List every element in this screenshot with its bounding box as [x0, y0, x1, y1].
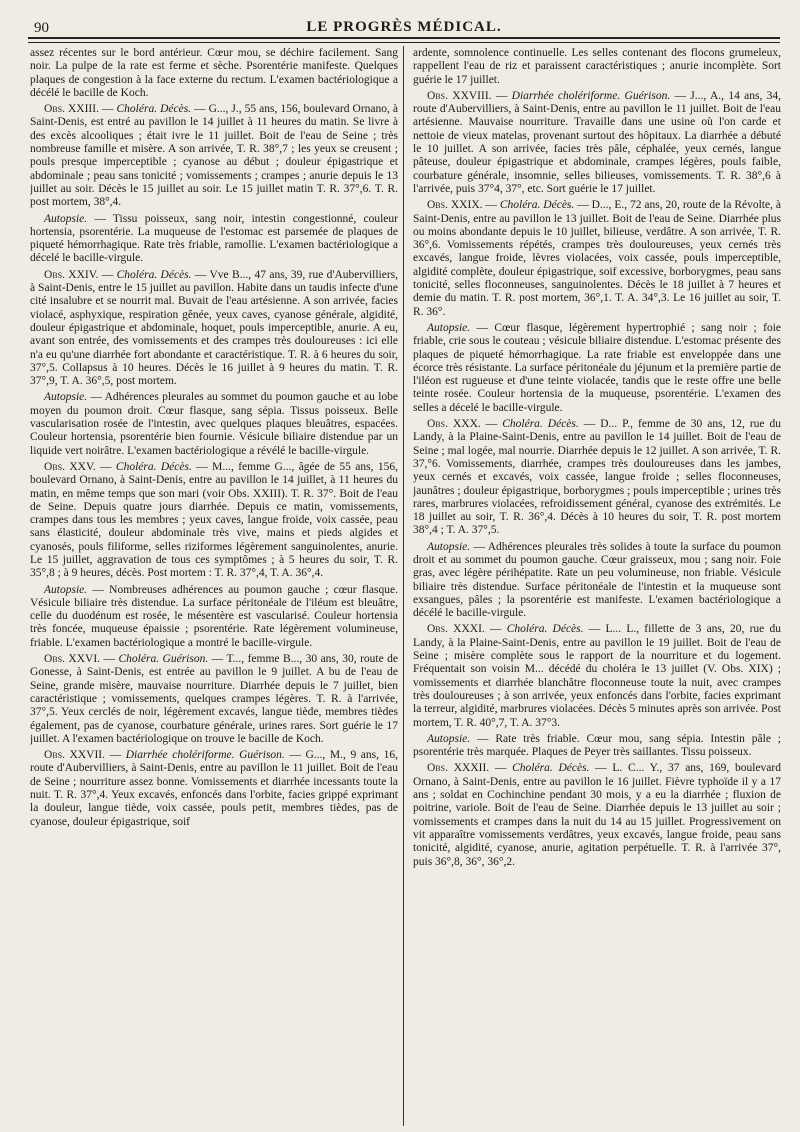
paragraph: [30, 47, 398, 100]
paragraph-text: — Nombreuses adhérences au poumon gauche ; cœur flasque. Vésicule biliaire très distendue. La surface péritonéale de l'iléum est bleuâtre, celle du duodénum est rosée, le mésentère est vascularisé. Couleur hortensia très foncée, muqueuse épaissie ; psorentérie. Rate légèrement volumineuse, friable. L'examen bactériologique a montré le bacille-virgule.: [30, 583, 398, 649]
page-number: 90: [34, 20, 49, 36]
paragraph: Obs. XXV. — Choléra. Décès. — M..., femme G..., âgée de 55 ans, 156, boulevard Ornano, à Saint-Denis, entre au pavillon le 14 juillet, à 11 heures du matin, en même temps que son mari (voir Obs. XXIII). T. R. 37°. Boit de l'eau de Seine. Depuis quatre jours diarrhée. Depuis ce matin, vomissements, crampes dans tous les membres ; yeux caves, langue froide, voix cassée, peau sans élasticité, douleur abdominale très vive, mains et pieds algides et cyanosés, pouls filiforme, selles riziformes légèrement sanguinolentes, anurie. Le 15 juillet, aggravation de tous ces symptômes ; à 5 heures du soir, T. R. 35°,8 ; à 9 heures, décès. Post mortem : T. R. 37°,4, T. A. 36°,4.: [30, 460, 398, 580]
paragraph: [413, 322, 781, 415]
paragraph: Obs. XXVII. — Diarrhée cholériforme. Guérison. — G..., M., 9 ans, 16, route d'Aubervilliers, à Saint-Denis, entre au pavillon le 11 juillet. Boit de l'eau de Seine ; nourriture assez bonne. Vomissements et diarrhée incessants toute la nuit. T. R. 37°,4. Yeux excavés, enfoncés dans l'orbite, facies grippé exprimant la douleur, langue tiède, voix cassée, pouls petit, membres tièdes, pas de cyanose, douleur épigastrique, soif: [30, 749, 398, 828]
paragraph: [30, 213, 398, 266]
observation-title: Choléra. Décès.: [512, 762, 590, 775]
paragraph: Obs. XXIV. — Choléra. Décès. — Vve B..., 47 ans, 39, rue d'Aubervilliers, à Saint-Denis, entre le 15 juillet au pavillon. Habite dans un taudis infecte d'une cité insalubre et se nourrit mal. Buvait de l'eau artésienne. A son arrivée, facies violacé, asphyxique, respiration gênée, yeux caves, cyanose générale, algidité, douleur épigastrique et abdominale, hoquet, pouls imperceptible, anurie. A eu, avant son entrée, des vomissements et des crampes très douloureuses : ici elle n'a eu qu'une diarrhée fort abondante et caractéristique. T. R. à 6 heures du soir, 37°,5. Collapsus à 10 heures. Décès le 16 juillet à 9 heures du matin. T. R. 37°,9, T. A. 36°,5, post mortem.: [30, 268, 398, 388]
paragraph-text: — D... P., femme de 30 ans, 12, rue du Landy, à la Plaine-Saint-Denis, entre au pavillon le 14 juillet. Boit de l'eau de Seine ; mal logée, mal nourrie. Diarrhée depuis le 12 juillet. A son arrivée, T. R. 37,°6. Vomissements, diarrhée, crampes très douloureuses dans les jambes, yeux cernés et excavés, voix cassée, langue froide ; selles floconneuses, jaunâtres ; douleur épigastrique, borborygmes ; pouls imperceptible ; urines très rares, marbrures violacées, refroidissement général, cyanose des extrémités. Le 18 juillet au soir, T. R. 36°,4. Décès à 10 heures du soir, T. R. post mortem 38°,4 ; T. A. 37°,5.: [413, 418, 781, 537]
observation-label: Obs. XXXI.: [427, 623, 485, 636]
observation-label: Obs. XXXII.: [427, 762, 490, 775]
paragraph-text: — J..., A., 14 ans, 34, route d'Aubervilliers, à Saint-Denis, entre au pavillon le 11 juillet. Boit de l'eau artésienne. Mauvaise nourriture. Travaille dans une usine où l'on carde et nettoie de vieux matelas, provenant surtout des hôpitaux. La diarrhée a débuté le 10 juillet. A son arrivée, facies très pâle, céphalée, yeux cernés, langue pâteuse, douleur épigastrique et abdominale, crampes légères, pouls faible, courbature générale, insomnie, selles bilieuses, vomissements. T. R. 38°,6 à l'arrivée, puis 37°4, 37°, etc. Sort guérie le 17 juillet.: [413, 89, 781, 195]
observation-title: Autopsie.: [44, 212, 88, 225]
paragraph-text: — G..., M., 9 ans, 16, route d'Aubervilliers, à Saint-Denis, entre au pavillon le 11 juillet. Boit de l'eau de Seine ; nourriture assez bonne. Vomissements et diarrhée incessants toute la nuit. T. R. 37°,4. Yeux excavés, enfoncés dans l'orbite, facies grippé exprimant la douleur, langue tiède, voix cassée, pouls petit, membres tièdes, pas de cyanose, douleur épigastrique, soif: [30, 749, 398, 828]
observation-title: Autopsie.: [427, 732, 471, 745]
paragraph: [413, 733, 781, 760]
observation-label: Obs. XXVIII.: [427, 89, 492, 102]
paragraph-text: — Vve B..., 47 ans, 39, rue d'Aubervilliers, à Saint-Denis, entre le 15 juillet au pavillon. Habite dans un taudis infecte d'une cité insalubre et se nourrit mal. Buvait de l'eau artésienne. A son arrivée, facies violacé, asphyxique, respiration gênée, yeux caves, cyanose générale, algidité, douleur épigastrique et abdominale, hoquet, pouls imperceptible, anurie. A eu, avant son entrée, des vomissements et des crampes très douloureuses : ici elle n'a eu qu'une diarrhée fort abondante et caractéristique. T. R. à 6 heures du soir, 37°,5. Collapsus à 10 heures. Décès le 16 juillet à 9 heures du matin. T. R. 37°,9, T. A. 36°,5, post mortem.: [30, 268, 398, 388]
paragraph-text: assez récentes sur le bord antérieur. Cœur mou, se déchire facilement. Sang noir. La pulpe de la rate est ferme et sèche. Psorentérie manifeste. Quelques plaques de congestion à la face externe du rectum. L'examen bactériologique a décélé le bacille de Koch.: [30, 47, 398, 99]
paragraph-text: — M..., femme G..., âgée de 55 ans, 156, boulevard Ornano, à Saint-Denis, entre au pavillon le 14 juillet, à 11 heures du matin, en même temps que son mari (voir Obs. XXIII). T. R. 37°. Boit de l'eau de Seine. Depuis quatre jours diarrhée. Depuis ce matin, vomissements, crampes dans tous les membres ; yeux caves, langue froide, voix cassée, peau sans élasticité, douleur abdominale très vive, mains et pieds algides et cyanosés, pouls filiforme, selles riziformes légèrement sanguinolentes, anurie. Le 15 juillet, aggravation de tous ces symptômes ; à 5 heures du soir, T. R. 35°,8 ; à 9 heures, décès. Post mortem : T. R. 37°,4, T. A. 36°,4.: [30, 460, 398, 580]
observation-label: Obs. XXX.: [427, 418, 481, 431]
left-column: [30, 47, 398, 1125]
paragraph: Obs. XXVIII. — Diarrhée cholériforme. Guérison. — J..., A., 14 ans, 34, route d'Aubervilliers, à Saint-Denis, entre au pavillon le 11 juillet. Boit de l'eau artésienne. Mauvaise nourriture. Travaille dans une usine où l'on carde et nettoie de vieux matelas, provenant surtout des hôpitaux. La diarrhée a débuté le 10 juillet. A son arrivée, facies très pâle, céphalée, yeux cernés, langue pâteuse, douleur épigastrique et abdominale, crampes légères, pouls faible, courbature générale, insomnie, selles bilieuses, vomissements. T. R. 38°,6 à l'arrivée, puis 37°4, 37°, etc. Sort guérie le 17 juillet.: [413, 89, 781, 195]
paragraph: Obs. XXXI. — Choléra. Décès. — L... L., fillette de 3 ans, 20, rue du Landy, à la Plaine-Saint-Denis, entre au pavillon le 19 juillet. Boit de l'eau de Seine ; misère complète sous le rapport de la nourriture et du logement. Fréquentait son voisin M... décédé du choléra le 13 juillet (V. Obs. XIX) ; vomissements et diarrhée blanchâtre floconneuse toute la nuit, avec crampes très douloureuses ; à son arrivée, yeux enfoncés dans l'orbite, facies exprimant la terreur, algidité, marbrures violacées. Décès 5 minutes après son arrivée. Post mortem, T. R. 40°,7, T. A. 37°3.: [413, 623, 781, 729]
observation-title: Diarrhée cholériforme. Guérison.: [125, 749, 285, 762]
column-separator: [403, 46, 404, 1126]
observation-label: Obs. XXVI.: [44, 653, 101, 666]
observation-title: Choléra. Décès.: [502, 418, 579, 431]
observation-label: Obs. XXIV.: [44, 268, 99, 281]
observation-label: Obs. XXIII.: [44, 103, 99, 116]
journal-title: LE PROGRÈS MÉDICAL.: [306, 19, 502, 35]
paragraph-text: — Tissu poisseux, sang noir, intestin congestionné, couleur hortensia, psorentérie. La muqueuse de l'estomac est parsemée de plaques de piqueté hémorrhagique. Rate très friable, ramollie. L'examen bactériologique a décelé le bacille-virgule.: [30, 212, 398, 265]
paragraph-text: — T..., femme B..., 30 ans, 30, route de Gonesse, à Saint-Denis, est entrée au pavillon le 9 juillet. A bu de l'eau de Seine, grande misère, mauvaise nourriture. Diarrhée depuis le 7 juillet, bien caractéristique ; vomissements, quelques crampes légères. T. R. à l'arrivée, 37°,5. Yeux cerclés de noir, légèrement excavés, langue tiède, membres tièdes également, pas de cyanose, courbature générale, urines rares. Sort guérie le 17 juillet. A l'examen bactériologique on trouve le bacille de Koch.: [30, 653, 398, 745]
observation-label: Obs. XXIX.: [427, 199, 483, 212]
paragraph: Obs. XXIX. — Choléra. Décès. — D..., E., 72 ans, 20, route de la Révolte, à Saint-Denis, entre au pavillon le 13 juillet. Boit de l'eau de Seine. Diarrhée plus ou moins abondante depuis le 10 juillet, bilieuse, verdâtre. A son arrivée, T. R. 36°,6. Vomissements répétés, crampes très douloureuses, yeux cernés très excavés, langue froide, lèvres violacées, voix cassée, pouls imperceptible, algidité complète, douleur épigastrique, soif excessive, borborygmes, peau sans tonicité, selles floconneuses, sanguinolentes. Décès le 18 juillet à 7 heures et demie du matin. T. R. post mortem, 36°,1. T. A. 34°,3. Le 16 juillet au soir, T. R. 36°.: [413, 199, 781, 318]
observation-title: Choléra. Décès.: [506, 623, 584, 636]
observation-title: Choléra. Décès.: [116, 103, 192, 116]
header-rule-thick: [28, 37, 780, 39]
paragraph-text: — Adhérences pleurales au sommet du poumon gauche et au lobe moyen du poumon droit. Cœur flasque, sang sépia. Tissus poisseux. Belle vascularisation rosée de l'intestin, avec quelques plaques bleuâtres, espacées. Couleur hortensia, psorentérie bien fournie. Vésicule biliaire distendue par un liquide vert noirâtre. L'examen bactériologique a révélé le bacille-virgule.: [30, 391, 398, 457]
observation-title: Autopsie.: [427, 540, 471, 553]
header-rule-thin: [28, 42, 780, 43]
observation-title: Autopsie.: [44, 583, 88, 596]
observation-title: Choléra. Guérison.: [118, 653, 209, 666]
observation-label: Obs. XXV.: [44, 460, 96, 473]
paragraph-text: — L. C... Y., 37 ans, 169, boulevard Ornano, à Saint-Denis, entre au pavillon le 16 juillet. Fièvre typhoïde il y a 17 ans ; soldat en Cochinchine pendant 30 mois, y a eu la diarrhée ; fluxion de poitrine, variole. Boit de l'eau de Seine. Diarrhée depuis le 13 juillet au soir ; vomissements et crampes dans la nuit du 14 au 15 juillet. Progressivement on vit apparaître vomissements verdâtres, yeux excavés, langue froide, peau sans tonicité, algidité, cyanose, anurie, agitation perpétuelle. T. R. à l'arrivée 37°, puis 36°,8, 36°, 36°,2.: [413, 762, 781, 868]
paragraph: [30, 584, 398, 650]
paragraph-text: — D..., E., 72 ans, 20, route de la Révolte, à Saint-Denis, entre au pavillon le 13 juillet. Boit de l'eau de Seine. Diarrhée plus ou moins abondante depuis le 10 juillet, bilieuse, verdâtre. A son arrivée, T. R. 36°,6. Vomissements répétés, crampes très douloureuses, yeux cernés très excavés, langue froide, lèvres violacées, voix cassée, pouls imperceptible, algidité complète, douleur épigastrique, soif excessive, borborygmes, peau sans tonicité, selles floconneuses, sanguinolentes. Décès le 18 juillet à 7 heures et demie du matin. T. R. post mortem, 36°,1. T. A. 34°,3. Le 16 juillet au soir, T. R. 36°.: [413, 199, 781, 318]
page-header: [28, 18, 780, 38]
paragraph: [413, 47, 781, 87]
right-column: [413, 47, 781, 1125]
paragraph-text: — G..., J., 55 ans, 156, boulevard Ornano, à Saint-Denis, est entré au pavillon le 14 juillet à 11 heures du matin. Se livre à des excès alcooliques ; était ivre le 11 juillet. Boit de l'eau de Seine ; très nombreuse famille et misère. A son arrivée, T. R. 38°,7 ; les yeux se creusent ; pouls presque imperceptible ; cyanose au début ; douleur épigastrique et abdominale ; peau sans tonicité ; vomissements ; crampes ; anurie depuis le 13 juillet au soir. Décès le 15 juillet au soir. Le 15 juillet matin T. R. 37°,6. T. R. post mortem, 38°,4.: [30, 103, 398, 209]
observation-title: Diarrhée cholériforme. Guérison.: [511, 89, 671, 102]
paragraph-text: ardente, somnolence continuelle. Les selles contenant des flocons grumeleux, rappellent l'eau de riz et paraissent caractéristiques ; anurie incomplète. Sort guérie le 17 juillet.: [413, 47, 781, 86]
observation-title: Choléra. Décès.: [499, 199, 575, 212]
observation-title: Autopsie.: [44, 391, 88, 404]
paragraph: Obs. XXVI. — Choléra. Guérison. — T..., femme B..., 30 ans, 30, route de Gonesse, à Saint-Denis, est entrée au pavillon le 9 juillet. A bu de l'eau de Seine, grande misère, mauvaise nourriture. Diarrhée depuis le 7 juillet, bien caractéristique ; vomissements, quelques crampes légères. T. R. à l'arrivée, 37°,5. Yeux cerclés de noir, légèrement excavés, langue tiède, membres tièdes également, pas de cyanose, courbature générale, urines rares. Sort guérie le 17 juillet. A l'examen bactériologique on trouve le bacille de Koch.: [30, 653, 398, 745]
paragraph: Obs. XXX. — Choléra. Décès. — D... P., femme de 30 ans, 12, rue du Landy, à la Plaine-Saint-Denis, entre au pavillon le 14 juillet. Boit de l'eau de Seine ; mal logée, mal nourrie. Diarrhée depuis le 12 juillet. A son arrivée, T. R. 37,°6. Vomissements, diarrhée, crampes très douloureuses dans les jambes, yeux cernés et excavés, voix cassée, langue froide ; selles floconneuses, jaunâtres ; douleur épigastrique, borborygmes ; pouls imperceptible ; urines très rares, marbrures violacées, refroidissement général, cyanose des extrémités. Le 18 juillet au soir, T. R. 36°,4. Décès à 10 heures du soir, T. R. post mortem 38°,4 ; T. A. 37°,5.: [413, 418, 781, 537]
observation-title: Autopsie.: [427, 321, 471, 334]
observation-title: Choléra. Décès.: [115, 460, 192, 473]
paragraph: Obs. XXIII. — Choléra. Décès. — G..., J., 55 ans, 156, boulevard Ornano, à Saint-Denis, est entré au pavillon le 14 juillet à 11 heures du matin. Se livre à des excès alcooliques ; était ivre le 11 juillet. Boit de l'eau de Seine ; très nombreuse famille et misère. A son arrivée, T. R. 38°,7 ; les yeux se creusent ; pouls presque imperceptible ; cyanose au début ; douleur épigastrique et abdominale ; peau sans tonicité ; vomissements ; crampes ; anurie depuis le 13 juillet au soir. Décès le 15 juillet au soir. Le 15 juillet matin T. R. 37°,6. T. R. post mortem, 38°,4.: [30, 103, 398, 209]
observation-title: Choléra. Décès.: [116, 268, 192, 281]
paragraph: [30, 391, 398, 457]
paragraph-text: — L... L., fillette de 3 ans, 20, rue du Landy, à la Plaine-Saint-Denis, entre au pavillon le 19 juillet. Boit de l'eau de Seine ; misère complète sous le rapport de la nourriture et du logement. Fréquentait son voisin M... décédé du choléra le 13 juillet (V. Obs. XIX) ; vomissements et diarrhée blanchâtre floconneuse toute la nuit, avec crampes très douloureuses ; à son arrivée, yeux enfoncés dans l'orbite, facies exprimant la terreur, algidité, marbrures violacées. Décès 5 minutes après son arrivée. Post mortem, T. R. 40°,7, T. A. 37°3.: [413, 623, 781, 729]
paragraph-text: — Cœur flasque, légèrement hypertrophié ; sang noir ; foie friable, crie sous le couteau ; vésicule biliaire distendue. L'estomac présente des plaques de piqueté hémorrhagique. La rate friable est enveloppée dans une écorce très résistante. La surface péritonéale du jéjunum et la première partie de l'iléon est rugueuse et d'une teinte violacée, tandis que le reste offre une belle teinte rosée. Couleur hortensia de la muqueuse, psorentérie. L'examen des selles a décelé le bacille-virgule.: [413, 321, 781, 414]
paragraph: Obs. XXXII. — Choléra. Décès. — L. C... Y., 37 ans, 169, boulevard Ornano, à Saint-Denis, entre au pavillon le 16 juillet. Fièvre typhoïde il y a 17 ans ; soldat en Cochinchine pendant 30 mois, y a eu la diarrhée ; fluxion de poitrine, variole. Boit de l'eau de Seine. Diarrhée depuis le 13 juillet au soir ; vomissements et crampes dans la nuit du 14 au 15 juillet. Progressivement on vit apparaître vomissements verdâtres, yeux excavés, langue froide, peau sans tonicité, algidité, cyanose, anurie, agitation perpétuelle. T. R. à l'arrivée 37°, puis 36°,8, 36°, 36°,2.: [413, 762, 781, 868]
paragraph: [413, 541, 781, 621]
paragraph-text: — Adhérences pleurales très solides à toute la surface du poumon droit et au sommet du poumon gauche. Cœur graisseux, mou ; sang noir. Foie gras, avec légère périhépatite. Rate un peu volumineuse, non friable. Vésicule biliaire très distendue. Surface péritonéale de l'intestin et la muqueuse sont exsangues, pâles ; la psorentérie est manifeste. L'examen bactériologique a décélé le bacille-virgule.: [413, 540, 781, 620]
observation-label: Obs. XXVII.: [44, 749, 106, 762]
paragraph-text: — Rate très friable. Cœur mou, sang sépia. Intestin pâle ; psorentérie très marquée. Plaques de Peyer très saillantes. Tissu poisseux.: [413, 732, 781, 759]
